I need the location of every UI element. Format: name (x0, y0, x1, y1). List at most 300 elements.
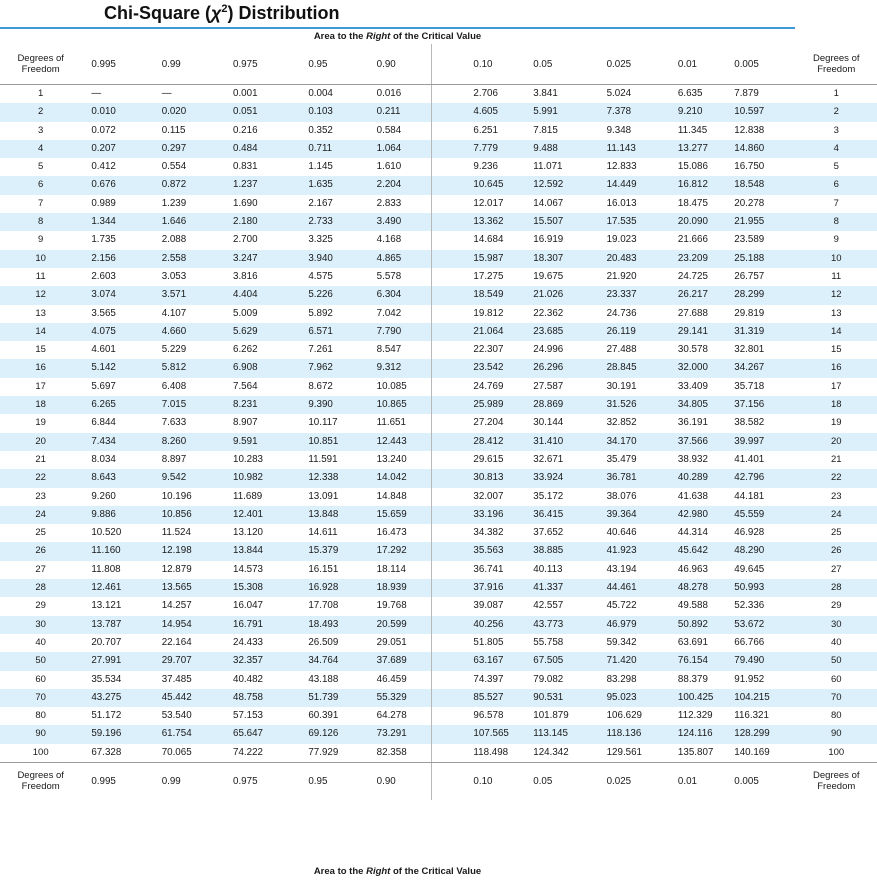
df-cell: 20 (0, 433, 81, 451)
df-cell-right: 9 (833, 234, 839, 246)
value-cell: 21.026 (508, 286, 583, 304)
value-cell: 10.865 (377, 396, 432, 414)
alpha-header-1: 0.99 (157, 44, 230, 85)
table-row (0, 140, 877, 158)
value-cell: 40.289 (658, 469, 732, 487)
value-cell: 41.401 (734, 453, 765, 465)
df-cell: 24 (0, 506, 81, 524)
alpha-header-3: 0.95 (303, 44, 376, 85)
value-cell: 9.236 (432, 158, 508, 176)
value-cell: 51.805 (432, 634, 508, 652)
value-cell: 63.167 (432, 652, 508, 670)
value-cell: 1.735 (91, 234, 116, 246)
alpha-footer-9: 0.005 (732, 762, 795, 800)
table-row (0, 103, 877, 121)
value-cell: 21.920 (606, 270, 637, 282)
value-cell: 20.278 (734, 197, 765, 209)
value-cell: 73.291 (377, 725, 432, 743)
df-cell-right: 11 (831, 270, 842, 282)
value-cell: 14.611 (308, 527, 338, 539)
alpha-footer-7: 0.025 (584, 762, 658, 800)
value-cell: 96.578 (432, 707, 508, 725)
df-cell: 15 (35, 344, 46, 356)
value-cell: 5.024 (606, 88, 632, 99)
value-cell: 14.684 (432, 231, 508, 249)
value-cell: 129.561 (584, 744, 658, 763)
value-cell: 8.260 (157, 433, 230, 451)
value-cell: 27.688 (677, 307, 708, 319)
table-row (0, 213, 877, 231)
value-cell: 32.357 (230, 652, 303, 670)
value-cell: 135.807 (658, 744, 732, 763)
value-cell: 6.262 (233, 344, 258, 356)
value-cell: 104.215 (732, 689, 795, 707)
value-cell: 37.689 (377, 652, 432, 670)
value-cell: 1.145 (308, 161, 333, 173)
df-cell: 1 (38, 88, 44, 99)
value-cell: 1.646 (157, 213, 230, 231)
value-cell: 74.222 (230, 744, 303, 763)
df-cell-right: 4 (796, 140, 877, 158)
alpha-header-7: 0.025 (584, 44, 658, 85)
value-cell: 46.963 (677, 563, 708, 575)
value-cell: 10.597 (732, 103, 795, 121)
value-cell: 12.879 (161, 563, 192, 575)
footer-row (0, 762, 877, 800)
value-cell: 43.773 (508, 616, 583, 634)
value-cell: 0.211 (377, 103, 432, 121)
df-cell: 10 (0, 250, 81, 268)
value-cell: 15.308 (230, 579, 303, 597)
value-cell: 15.659 (377, 506, 432, 524)
table-row (0, 195, 877, 213)
value-cell: 12.838 (734, 124, 765, 136)
df-cell: 9 (38, 234, 44, 246)
value-cell: 32.671 (533, 453, 564, 465)
value-cell: 1.690 (233, 197, 258, 209)
value-cell: 13.240 (376, 453, 407, 465)
value-cell: 27.991 (81, 652, 156, 670)
value-cell: 18.493 (303, 616, 376, 634)
df-cell: 13 (35, 307, 46, 319)
table-row (0, 268, 877, 286)
value-cell: 90.531 (508, 689, 583, 707)
df-cell: 90 (0, 725, 81, 743)
df-cell-right: 17 (830, 380, 842, 392)
value-cell: 51.739 (303, 689, 376, 707)
value-cell: 14.954 (157, 616, 230, 634)
value-cell: 38.885 (508, 542, 583, 560)
value-cell: 2.603 (91, 270, 116, 282)
value-cell: 91.952 (734, 673, 765, 685)
value-cell: 55.329 (377, 689, 432, 707)
value-cell: 13.277 (658, 140, 732, 158)
value-cell: 2.558 (157, 250, 230, 268)
value-cell: 3.053 (161, 270, 187, 282)
value-cell: 0.072 (91, 124, 116, 136)
df-cell-right: 7 (833, 197, 839, 209)
value-cell: 4.865 (377, 250, 432, 268)
value-cell: 18.548 (732, 176, 795, 194)
value-cell: 41.638 (677, 490, 708, 502)
value-cell: 64.278 (376, 710, 407, 722)
value-cell: 19.768 (376, 600, 407, 612)
df-cell-right: 40 (830, 636, 842, 648)
alpha-header-8: 0.01 (658, 44, 732, 85)
value-cell: 5.009 (233, 307, 258, 319)
value-cell: 22.307 (432, 341, 508, 359)
table-row (0, 396, 877, 414)
value-cell: 113.145 (508, 725, 583, 743)
df-cell: 23 (35, 490, 46, 502)
value-cell: 15.507 (508, 213, 583, 231)
value-cell: 40.256 (432, 616, 508, 634)
df-cell-right: 18 (796, 396, 877, 414)
value-cell: 9.886 (81, 506, 156, 524)
value-cell: 7.434 (81, 433, 156, 451)
value-cell: 6.571 (303, 323, 376, 341)
df-cell-right: 3 (833, 124, 839, 136)
value-cell: 29.051 (376, 636, 407, 648)
df-cell: 27 (35, 563, 46, 575)
value-cell: 45.642 (658, 542, 732, 560)
table-row (0, 579, 877, 597)
value-cell: 41.337 (508, 579, 583, 597)
value-cell: 41.923 (584, 542, 658, 560)
value-cell: 0.831 (233, 161, 258, 173)
value-cell: 28.412 (432, 433, 508, 451)
value-cell: 40.482 (233, 673, 263, 685)
value-cell: 1.635 (303, 176, 376, 194)
value-cell: 16.750 (734, 161, 765, 173)
value-cell: 25.989 (432, 396, 508, 414)
value-cell: 55.758 (533, 636, 564, 648)
value-cell: 32.007 (432, 488, 508, 506)
value-cell: 23.337 (584, 286, 658, 304)
value-cell: 0.115 (161, 124, 186, 136)
table-row (0, 378, 877, 396)
df-cell-right: 100 (796, 744, 877, 763)
header-row (0, 44, 877, 85)
alpha-footer-0: 0.995 (81, 762, 156, 800)
value-cell: 10.856 (157, 506, 230, 524)
value-cell: 22.164 (161, 636, 192, 648)
value-cell: 118.498 (432, 744, 508, 763)
table-row (0, 597, 877, 615)
table-row (0, 414, 877, 432)
value-cell: 15.086 (677, 161, 708, 173)
value-cell: 35.172 (533, 490, 564, 502)
value-cell: 1.237 (230, 176, 303, 194)
df-cell: 12 (0, 286, 81, 304)
value-cell: 116.321 (734, 710, 769, 722)
value-cell: 45.559 (732, 506, 795, 524)
value-cell: 18.114 (376, 563, 406, 575)
alpha-header-2: 0.975 (230, 44, 303, 85)
df-cell-right: 80 (830, 710, 842, 722)
df-cell: 100 (0, 744, 81, 763)
value-cell: 23.542 (432, 359, 508, 377)
df-cell: 40 (35, 636, 46, 648)
value-cell: 44.314 (677, 527, 708, 539)
value-cell: 37.916 (432, 579, 508, 597)
value-cell: 19.675 (533, 270, 564, 282)
value-cell: 14.860 (732, 140, 795, 158)
value-cell: 69.126 (303, 725, 376, 743)
value-cell: 50.892 (658, 616, 732, 634)
value-cell: 42.980 (658, 506, 732, 524)
value-cell: 0.216 (233, 124, 258, 136)
value-cell: 49.588 (677, 600, 708, 612)
alpha-header-4: 0.90 (377, 44, 432, 85)
df-cell-right: 19 (830, 417, 842, 429)
value-cell: 5.229 (161, 344, 187, 356)
value-cell: 7.015 (157, 396, 230, 414)
value-cell: 37.485 (161, 673, 192, 685)
value-cell: 26.296 (508, 359, 583, 377)
value-cell: 6.908 (230, 359, 303, 377)
value-cell: 12.592 (508, 176, 583, 194)
value-cell: 14.257 (161, 600, 192, 612)
table-row (0, 725, 877, 743)
value-cell: 24.736 (606, 307, 637, 319)
table-row (0, 85, 877, 104)
value-cell: 48.758 (230, 689, 303, 707)
value-cell: 140.169 (732, 744, 795, 763)
alpha-header-0: 0.995 (81, 44, 156, 85)
value-cell: 39.364 (584, 506, 658, 524)
value-cell: 10.117 (308, 417, 338, 429)
value-cell: 11.143 (584, 140, 658, 158)
value-cell: 66.766 (734, 636, 765, 648)
df-cell: 26 (0, 542, 81, 560)
value-cell: 11.651 (376, 417, 406, 429)
value-cell: 79.490 (732, 652, 795, 670)
value-cell: 32.852 (606, 417, 637, 429)
value-cell: 8.907 (233, 417, 258, 429)
value-cell: — (161, 88, 172, 99)
value-cell: 49.645 (734, 563, 765, 575)
value-cell: — (91, 88, 102, 99)
value-cell: 1.344 (81, 213, 156, 231)
value-cell: 11.524 (161, 527, 191, 539)
value-cell: 8.643 (81, 469, 156, 487)
value-cell: 39.997 (732, 433, 795, 451)
value-cell: 48.278 (658, 579, 732, 597)
value-cell: 9.348 (606, 124, 632, 136)
alpha-footer-4: 0.90 (377, 762, 432, 800)
value-cell: 4.107 (161, 307, 187, 319)
value-cell: 17.275 (432, 268, 508, 286)
value-cell: 24.725 (677, 270, 708, 282)
value-cell: 60.391 (308, 710, 339, 722)
value-cell: 31.410 (508, 433, 583, 451)
value-cell: 0.584 (376, 124, 402, 136)
value-cell: 0.004 (308, 88, 333, 99)
alpha-footer-5: 0.10 (432, 762, 508, 800)
value-cell: 13.091 (308, 490, 339, 502)
table-row (0, 176, 877, 194)
value-cell: 83.298 (606, 673, 637, 685)
value-cell: 3.247 (230, 250, 303, 268)
value-cell: 9.390 (303, 396, 376, 414)
value-cell: 4.605 (432, 103, 508, 121)
value-cell: 67.505 (508, 652, 583, 670)
value-cell: 32.801 (734, 344, 765, 356)
table-row (0, 744, 877, 763)
value-cell: 118.136 (584, 725, 658, 743)
value-cell: 16.812 (658, 176, 732, 194)
df-cell: 16 (0, 359, 81, 377)
table-row (0, 689, 877, 707)
value-cell: 2.088 (161, 234, 187, 246)
value-cell: 7.790 (377, 323, 432, 341)
alpha-header-6: 0.05 (508, 44, 583, 85)
df-cell-right: 12 (796, 286, 877, 304)
df-cell: 5 (38, 161, 44, 173)
df-cell-right: 16 (796, 359, 877, 377)
df-cell-right: 25 (830, 527, 842, 539)
chi-symbol: χ (211, 3, 222, 23)
value-cell: 31.319 (732, 323, 795, 341)
df-footer-right: Degrees of Freedom (796, 762, 877, 800)
value-cell: 0.103 (303, 103, 376, 121)
table-row (0, 506, 877, 524)
value-cell: 38.582 (734, 417, 765, 429)
value-cell: 7.564 (233, 380, 258, 392)
table-row (0, 616, 877, 634)
value-cell: 35.718 (734, 380, 765, 392)
value-cell: 0.001 (233, 88, 258, 99)
value-cell: 2.204 (377, 176, 432, 194)
value-cell: 17.292 (377, 542, 432, 560)
value-cell: 19.812 (432, 305, 508, 323)
value-cell: 0.016 (376, 88, 402, 99)
table-row (0, 231, 877, 249)
value-cell: 6.251 (432, 122, 508, 140)
value-cell: 42.796 (732, 469, 795, 487)
value-cell: 8.672 (308, 380, 333, 392)
value-cell: 36.191 (677, 417, 708, 429)
value-cell: 16.151 (308, 563, 339, 575)
value-cell: 34.382 (432, 524, 508, 542)
value-cell: 42.557 (533, 600, 564, 612)
df-cell-right: 90 (796, 725, 877, 743)
value-cell: 0.484 (230, 140, 303, 158)
value-cell: 7.962 (303, 359, 376, 377)
value-cell: 10.645 (432, 176, 508, 194)
value-cell: 6.265 (81, 396, 156, 414)
df-cell: 4 (0, 140, 81, 158)
value-cell: 76.154 (658, 652, 732, 670)
value-cell: 12.401 (230, 506, 303, 524)
df-cell: 60 (35, 673, 46, 685)
value-cell: 124.342 (508, 744, 583, 763)
table-body (0, 85, 877, 763)
value-cell: 12.198 (157, 542, 230, 560)
value-cell: 40.113 (533, 563, 563, 575)
df-cell: 25 (35, 527, 46, 539)
df-cell-right: 2 (796, 103, 877, 121)
value-cell: 4.575 (308, 270, 333, 282)
value-cell: 23.589 (734, 234, 765, 246)
value-cell: 36.415 (508, 506, 583, 524)
value-cell: 44.461 (584, 579, 658, 597)
area-caption-top: Area to the Right of the Critical Value (313, 31, 482, 42)
value-cell: 29.615 (432, 451, 508, 469)
df-cell-right: 29 (830, 600, 842, 612)
table-row (0, 250, 877, 268)
value-cell: 29.707 (157, 652, 230, 670)
value-cell: 18.939 (377, 579, 432, 597)
table-row (0, 305, 877, 323)
value-cell: 29.141 (658, 323, 732, 341)
value-cell: 9.260 (91, 490, 116, 502)
table-row (0, 341, 877, 359)
value-cell: 0.297 (157, 140, 230, 158)
value-cell: 4.168 (376, 234, 402, 246)
value-cell: 9.542 (157, 469, 230, 487)
df-cell-right: 27 (830, 563, 842, 575)
title-rule (0, 27, 795, 29)
table-row (0, 158, 877, 176)
table-row (0, 561, 877, 579)
value-cell: 33.409 (677, 380, 708, 392)
value-cell: 0.020 (157, 103, 230, 121)
df-cell-right: 23 (830, 490, 842, 502)
value-cell: 24.769 (432, 378, 508, 396)
value-cell: 46.979 (584, 616, 658, 634)
df-cell: 11 (35, 270, 46, 282)
df-cell-right: 50 (796, 652, 877, 670)
df-header-right: Degrees of Freedom (796, 44, 877, 85)
df-cell-right: 13 (830, 307, 842, 319)
value-cell: 77.929 (303, 744, 376, 763)
table-row (0, 122, 877, 140)
value-cell: 0.207 (81, 140, 156, 158)
df-cell-right: 28 (796, 579, 877, 597)
value-cell: 37.652 (533, 527, 564, 539)
df-cell: 22 (0, 469, 81, 487)
value-cell: 17.708 (308, 600, 339, 612)
value-cell: 63.691 (677, 636, 708, 648)
value-cell: 27.587 (533, 380, 564, 392)
df-cell-right: 24 (796, 506, 877, 524)
value-cell: 31.526 (584, 396, 658, 414)
value-cell: 0.010 (81, 103, 156, 121)
value-cell: 67.328 (81, 744, 156, 763)
value-cell: 16.473 (376, 527, 407, 539)
value-cell: 20.090 (658, 213, 732, 231)
value-cell: 48.290 (732, 542, 795, 560)
value-cell: 38.076 (606, 490, 637, 502)
value-cell: 2.706 (432, 85, 508, 104)
value-cell: 14.573 (233, 563, 263, 575)
value-cell: 8.897 (161, 453, 187, 465)
df-footer-left: Degrees of Freedom (0, 762, 81, 800)
value-cell: 7.378 (584, 103, 658, 121)
table-row (0, 488, 877, 506)
value-cell: 34.805 (658, 396, 732, 414)
value-cell: 23.209 (658, 250, 732, 268)
value-cell: 24.433 (233, 636, 263, 648)
value-cell: 18.549 (432, 286, 508, 304)
value-cell: 15.987 (432, 250, 508, 268)
value-cell: 43.275 (81, 689, 156, 707)
area-caption-bottom: Area to the Right of the Critical Value (313, 866, 482, 877)
value-cell: 112.329 (677, 710, 713, 722)
value-cell: 52.336 (734, 600, 765, 612)
